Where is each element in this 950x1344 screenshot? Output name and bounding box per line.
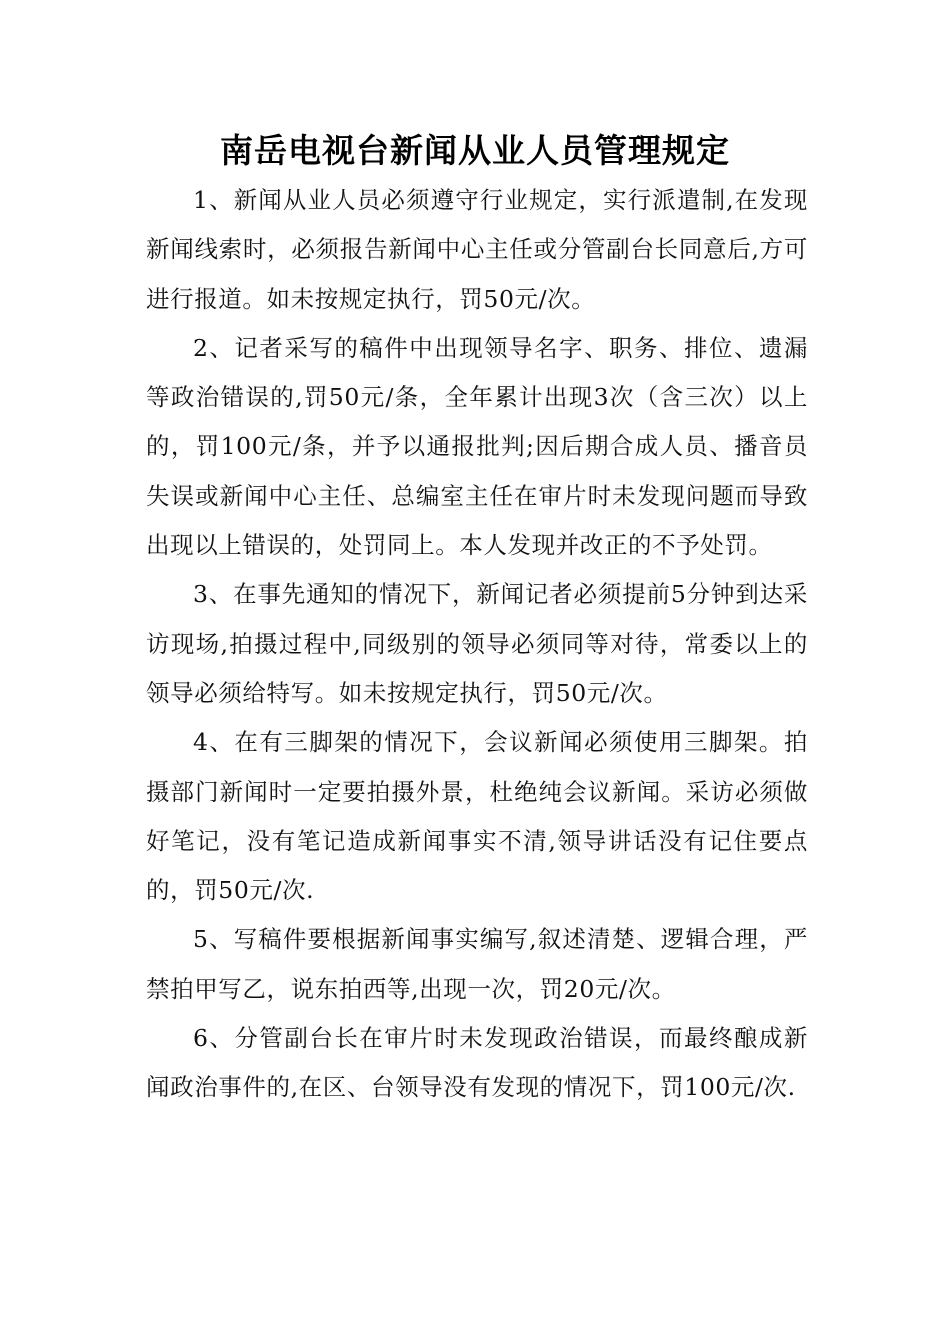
- rule-paragraph-6: 6、分管副台长在审片时未发现政治错误，而最终酿成新闻政治事件的,在区、台领导没有发现的情况下，罚100元/次.: [146, 1024, 808, 1102]
- rule-paragraph-4: 4、在有三脚架的情况下，会议新闻必须使用三脚架。拍摄部门新闻时一定要拍摄外景，杜绝纯会议新闻。采访必须做好笔记，没有笔记造成新闻事实不清,领导讲话没有记住要点的，罚50元/次.: [146, 728, 808, 905]
- rule-paragraph-2: 2、记者采写的稿件中出现领导名字、职务、排位、遗漏等政治错误的,罚50元/条，全年累计出现3次（含三次）以上的，罚100元/条，并予以通报批判;因后期合成人员、播音员失误或新闻中心主任、总编室主任在审片时未发现问题而导致出现以上错误的，处罚同上。本人发现并改正的不予处罚。: [146, 333, 808, 560]
- document-body: [146, 176, 808, 1113]
- document-title: 南岳电视台新闻从业人员管理规定: [220, 131, 730, 170]
- rule-paragraph-1: 1、新闻从业人员必须遵守行业规定，实行派遣制,在发现新闻线索时，必须报告新闻中心主任或分管副台长同意后,方可进行报道。如未按规定执行，罚50元/次。: [146, 186, 808, 313]
- rule-paragraph-5: 5、写稿件要根据新闻事实编写,叙述清楚、逻辑合理，严禁拍甲写乙，说东拍西等,出现一次，罚20元/次。: [146, 925, 808, 1003]
- rule-paragraph-3: 3、在事先通知的情况下，新闻记者必须提前5分钟到达采访现场,拍摄过程中,同级别的领导必须同等对待，常委以上的领导必须给特写。如未按规定执行，罚50元/次。: [146, 580, 808, 707]
